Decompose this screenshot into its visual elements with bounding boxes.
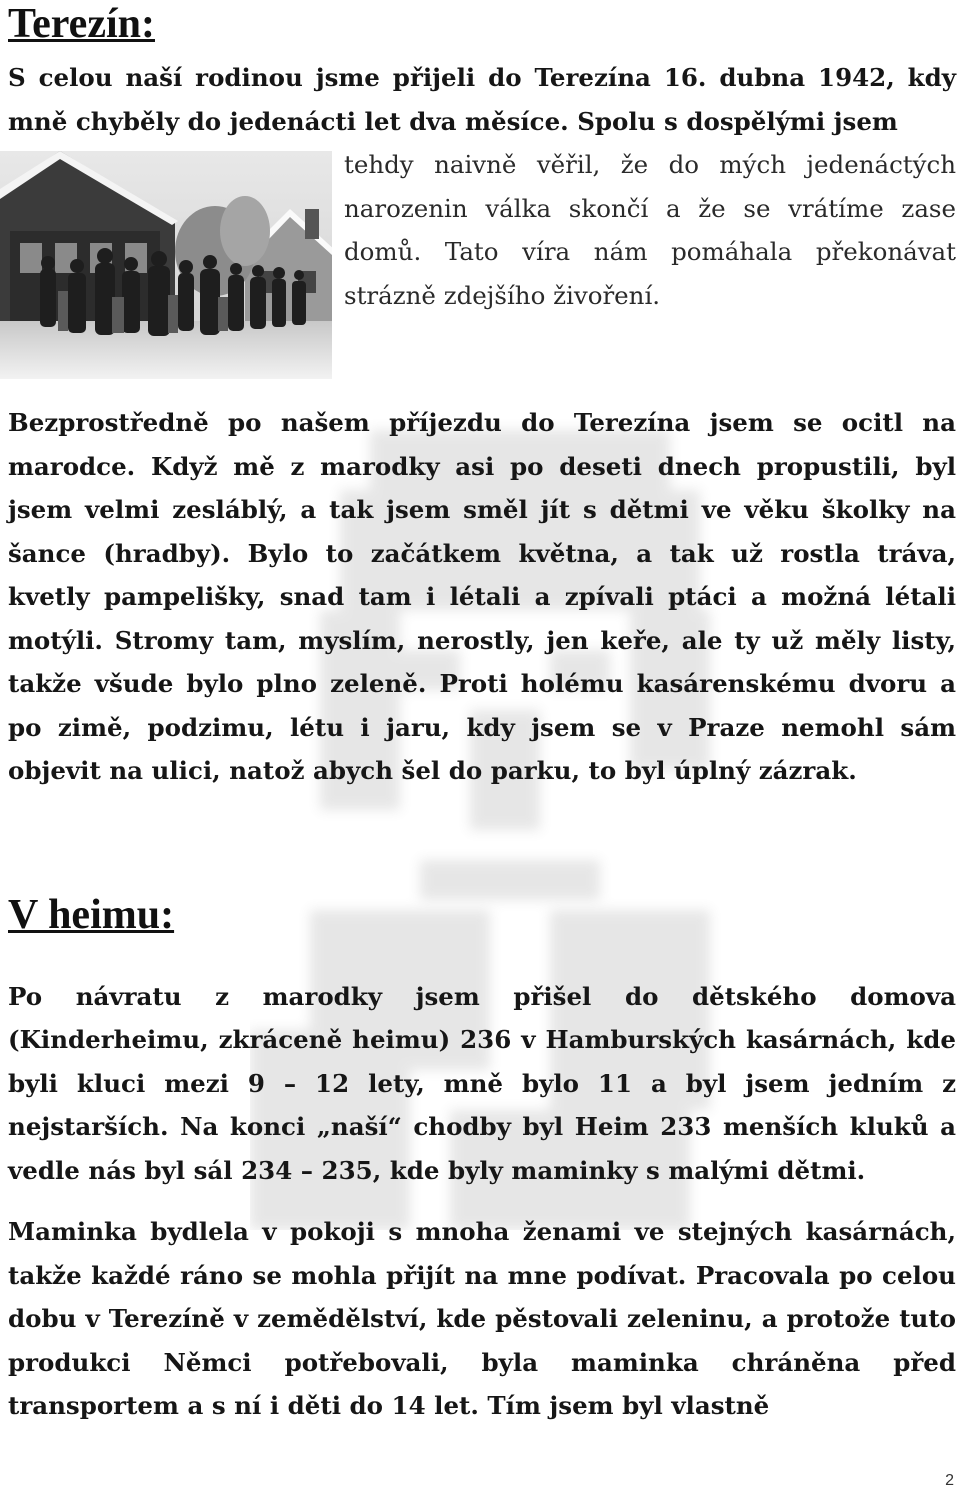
section-title-terezin: Terezín: xyxy=(8,1,155,47)
heim-paragraph: Po návratu z marodky jsem přišel do dětského domova (Kinderheimu, zkráceně heimu) 236 v Hamburských kasárnách, kde byli kluci mezi 9 – 12 lety, mně bylo 11 a byl jsem jedním z nejstarších. Na konci „naší“ chodby byl Heim 233 menších kluků a vedle nás byl sál 234 – 235, kde byly maminky s malými dětmi. xyxy=(8,981,956,1185)
photo-side-paragraph: tehdy naivně věřil, že do mých jedenáctých narozenin válka skončí a že se vrátíme zase domů. Tato víra nám pomáhala překonávat strázně zdejšího živoření. xyxy=(344,150,956,310)
document-page xyxy=(8,0,956,1428)
page-number: 2 xyxy=(945,1472,954,1489)
intro-paragraph: S celou naší rodinou jsme přijeli do Terezína 16. dubna 1942, kdy mně chyběly do jedenácti let dva měsíce. Spolu s dospělými jsem xyxy=(8,63,956,136)
section-title-heim: V heimu: xyxy=(8,891,175,938)
historical-photo xyxy=(0,151,332,379)
mother-paragraph: Maminka bydlela v pokoji s mnoha ženami ve stejných kasárnách, takže každé ráno se mohla přijít na mne podívat. Pracovala po celou dobu v Terezíně v zemědělství, kde pěstovali zeleninu, a protože tuto produkci Němci potřebovali, byla maminka chráněna před transportem a s ní i děti do 14 let. Tím jsem byl vlastně xyxy=(8,1217,956,1420)
marodka-paragraph: Bezprostředně po našem příjezdu do Terezína jsem se ocitl na marodce. Když mě z marodky asi po deseti dnech propustili, byl jsem velmi zesláblý, a tak jsem směl jít s dětmi ve věku školky na šance (hradby). Bylo to začátkem května, a tak už rostla tráva, kvetly pampelišky, snad tam i létali a zpívali ptáci a možná létali motýli. Stromy tam, myslím, nerostly, jen keře, ale ty už měly listy, takže všude bylo plno zeleně. Proti holému kasárenskému dvoru a po zimě, podzimu, létu i jaru, kdy jsem se v Praze nemohl sám objevit na ulici, natož abych šel do parku, to byl úplný zázrak. xyxy=(8,408,956,785)
